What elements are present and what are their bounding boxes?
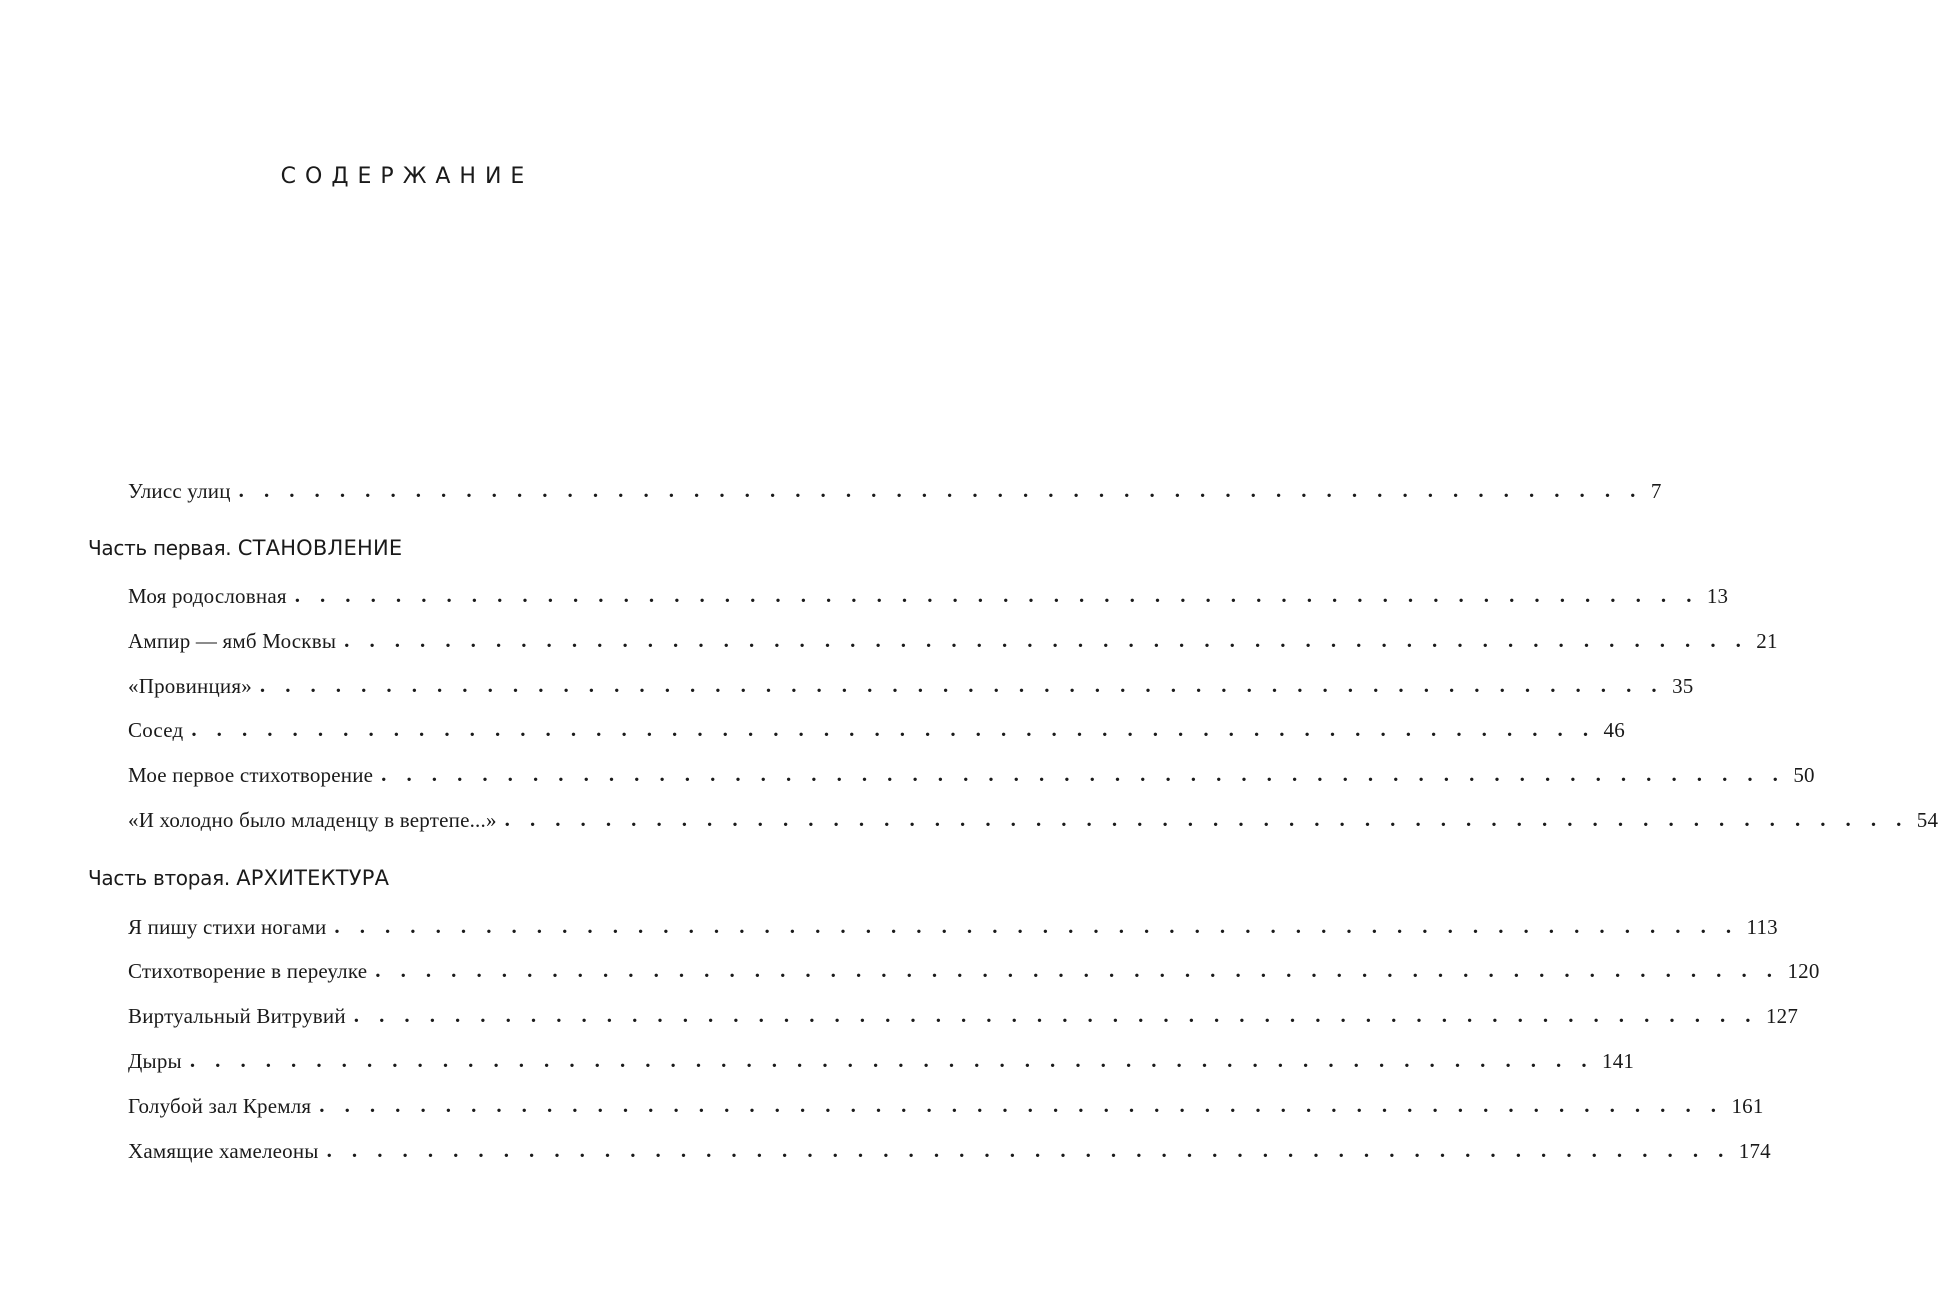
- entry-page-number: 161: [1731, 1094, 1764, 1118]
- toc-entry[interactable]: [128, 1001, 1799, 1031]
- dot-leader: . . . . . . . . . . . . . . . . . . . . . . . . . . . . . . . . . . . . . . . . . . . . . . . . . . . . . . . .: [238, 478, 1643, 502]
- entry-title: Моя родословная: [128, 584, 287, 608]
- page-title: СОДЕРЖАНИЕ: [280, 164, 534, 189]
- entry-title: Я пишу стихи ногами: [128, 915, 327, 939]
- entry-page-number: 13: [1706, 584, 1729, 608]
- toc-entry[interactable]: [128, 581, 1729, 611]
- part-label: Часть первая.: [88, 536, 232, 560]
- part-label: Часть вторая.: [88, 866, 230, 890]
- entry-page-number: 127: [1765, 1004, 1799, 1028]
- dot-leader: . . . . . . . . . . . . . . . . . . . . . . . . . . . . . . . . . . . . . . . . . . . . . . . . . . . . . . . .: [189, 1048, 1594, 1072]
- dot-leader: . . . . . . . . . . . . . . . . . . . . . . . . . . . . . . . . . . . . . . . . . . . . . . . . . . . . . . . .: [191, 717, 1596, 741]
- entry-title: Виртуальный Витрувий: [128, 1004, 346, 1028]
- entry-title: Ампир — ямб Москвы: [128, 629, 337, 653]
- toc-entry[interactable]: [128, 1091, 1764, 1121]
- entry-page-number: 46: [1603, 718, 1625, 742]
- toc-entry[interactable]: [128, 912, 1778, 942]
- toc-entry[interactable]: [128, 626, 1778, 656]
- entry-page-number: 7: [1650, 479, 1662, 503]
- entry-page-number: 174: [1738, 1139, 1771, 1163]
- toc-entry[interactable]: [128, 805, 1938, 835]
- toc-entry[interactable]: [128, 1136, 1771, 1166]
- part-heading: [88, 532, 402, 564]
- entry-title: Хамящие хамелеоны: [128, 1139, 319, 1163]
- entry-title: Сосед: [128, 718, 184, 742]
- entry-title: Мое первое стихотворение: [128, 763, 374, 787]
- entry-title: Дыры: [128, 1049, 182, 1073]
- entry-title: «И холодно было младенцу в вертепе...»: [128, 808, 497, 832]
- dot-leader: . . . . . . . . . . . . . . . . . . . . . . . . . . . . . . . . . . . . . . . . . . . . . . . . . . . . . . . .: [381, 762, 1786, 786]
- dot-leader: . . . . . . . . . . . . . . . . . . . . . . . . . . . . . . . . . . . . . . . . . . . . . . . . . . . . . . . .: [334, 914, 1739, 938]
- entry-page-number: 21: [1756, 629, 1778, 653]
- entry-page-number: 54: [1916, 808, 1938, 832]
- entry-title: Улисс улиц: [128, 479, 231, 503]
- part-heading: [88, 862, 389, 894]
- dot-leader: . . . . . . . . . . . . . . . . . . . . . . . . . . . . . . . . . . . . . . . . . . . . . . . . . . . . . . . .: [259, 673, 1665, 697]
- entry-title: Голубой зал Кремля: [128, 1094, 312, 1118]
- toc-entry[interactable]: [128, 956, 1820, 986]
- entry-page-number: 50: [1793, 763, 1815, 787]
- entry-page-number: 113: [1746, 915, 1778, 939]
- part-name: СТАНОВЛЕНИЕ: [237, 536, 403, 560]
- entry-page-number: 120: [1787, 959, 1820, 983]
- dot-leader: . . . . . . . . . . . . . . . . . . . . . . . . . . . . . . . . . . . . . . . . . . . . . . . . . . . . . . . .: [294, 583, 1699, 607]
- toc-entry[interactable]: [128, 671, 1694, 701]
- entry-title: «Провинция»: [128, 674, 252, 698]
- dot-leader: . . . . . . . . . . . . . . . . . . . . . . . . . . . . . . . . . . . . . . . . . . . . . . . . . . . . . . . .: [375, 958, 1780, 982]
- toc-entry[interactable]: [128, 760, 1815, 790]
- dot-leader: . . . . . . . . . . . . . . . . . . . . . . . . . . . . . . . . . . . . . . . . . . . . . . . . . . . . . . . .: [326, 1138, 1731, 1162]
- entry-page-number: 35: [1672, 674, 1694, 698]
- dot-leader: . . . . . . . . . . . . . . . . . . . . . . . . . . . . . . . . . . . . . . . . . . . . . . . . . . . . . . . .: [504, 807, 1909, 831]
- dot-leader: . . . . . . . . . . . . . . . . . . . . . . . . . . . . . . . . . . . . . . . . . . . . . . . . . . . . . . . .: [344, 628, 1749, 652]
- toc-entry[interactable]: [128, 476, 1662, 506]
- toc-entry[interactable]: [128, 1046, 1635, 1076]
- entry-title: Стихотворение в переулке: [128, 959, 368, 983]
- part-name: АРХИТЕКТУРА: [236, 866, 390, 890]
- toc-entry[interactable]: [128, 715, 1625, 745]
- entry-page-number: 141: [1602, 1049, 1635, 1073]
- dot-leader: . . . . . . . . . . . . . . . . . . . . . . . . . . . . . . . . . . . . . . . . . . . . . . . . . . . . . . . .: [353, 1003, 1758, 1027]
- dot-leader: . . . . . . . . . . . . . . . . . . . . . . . . . . . . . . . . . . . . . . . . . . . . . . . . . . . . . . . .: [319, 1093, 1724, 1117]
